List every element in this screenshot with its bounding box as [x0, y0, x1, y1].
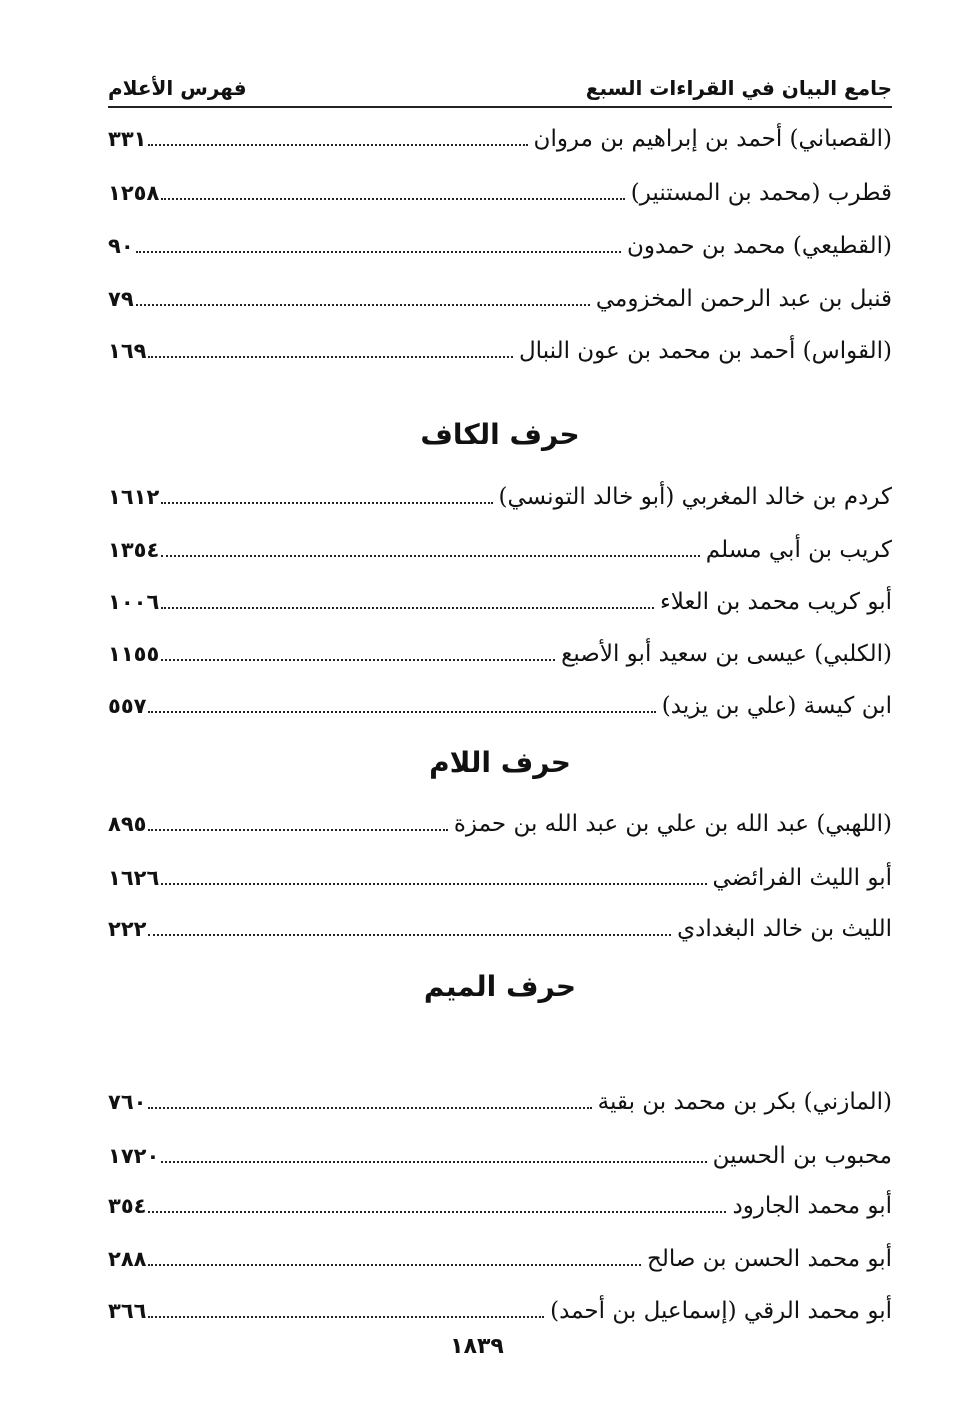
- leader-dots: [136, 304, 590, 306]
- entry-name: (القواس) أحمد بن محمد بن عون النبال: [518, 338, 892, 364]
- entry-page: ٩٠: [108, 234, 134, 258]
- entry-page: ١٦١٢: [108, 485, 160, 509]
- index-entry: [108, 1291, 892, 1331]
- leader-dots: [161, 607, 654, 609]
- leader-dots: [148, 1211, 726, 1213]
- index-entry: [108, 279, 892, 319]
- entry-page: ١٠٠٦: [108, 590, 160, 614]
- entry-name: أبو محمد الحسن بن صالح: [646, 1246, 892, 1272]
- entry-page: ٣٥٤: [108, 1194, 147, 1218]
- entry-name: قنبل بن عبد الرحمن المخزومي: [595, 286, 892, 312]
- index-entry: [108, 858, 892, 898]
- index-entry: [108, 530, 892, 570]
- book-title: جامع البيان في القراءات السبع: [585, 76, 892, 100]
- index-entry: [108, 173, 892, 213]
- entry-name: (اللهبي) عبد الله بن علي بن عبد الله بن حمزة: [453, 811, 892, 837]
- entry-name: كريب بن أبي مسلم: [705, 537, 892, 563]
- leader-dots: [161, 659, 555, 661]
- entry-page: ٨٩٥: [108, 812, 147, 836]
- entry-name: ابن كيسة (علي بن يزيد): [661, 693, 892, 719]
- entry-page: ٣٣١: [108, 127, 147, 151]
- entry-name: (المازني) بكر بن محمد بن بقية: [597, 1089, 892, 1115]
- entry-name: أبو كريب محمد بن العلاء: [659, 589, 892, 615]
- index-entry: [108, 119, 892, 159]
- leader-dots: [148, 1264, 641, 1266]
- page-number: ١٨٣٩: [450, 1334, 504, 1359]
- entry-name: أبو محمد الجارود: [732, 1193, 892, 1219]
- letter-heading: حرف الكاف: [420, 418, 580, 451]
- running-header: [108, 64, 892, 108]
- index-entry: [108, 1082, 892, 1122]
- entry-page: ٥٥٧: [108, 694, 147, 718]
- index-entry: [108, 582, 892, 622]
- index-entry: [108, 804, 892, 844]
- leader-dots: [161, 555, 700, 557]
- entry-name: محبوب بن الحسين: [712, 1143, 892, 1169]
- entry-name: كردم بن خالد المغربي (أبو خالد التونسي): [498, 484, 892, 510]
- index-entry: [108, 686, 892, 726]
- entry-page: ١٦٩: [108, 339, 147, 363]
- entry-name: (الكلبي) عيسى بن سعيد أبو الأصبع: [561, 641, 892, 667]
- entry-page: ١١٥٥: [108, 642, 160, 666]
- entry-page: ٧٩: [108, 287, 134, 311]
- entry-name: أبو محمد الرقي (إسماعيل بن أحمد): [550, 1298, 892, 1324]
- leader-dots: [148, 356, 513, 358]
- entry-page: ٢٨٨: [108, 1247, 147, 1271]
- index-entry: [108, 1239, 892, 1279]
- entry-name: (القطيعي) محمد بن حمدون: [626, 233, 892, 259]
- leader-dots: [161, 883, 706, 885]
- leader-dots: [148, 711, 655, 713]
- letter-heading: حرف اللام: [429, 746, 571, 779]
- index-entry: [108, 909, 892, 949]
- index-entry: [108, 634, 892, 674]
- leader-dots: [161, 198, 624, 200]
- leader-dots: [148, 1316, 544, 1318]
- entry-name: قطرب (محمد بن المستنير): [630, 180, 892, 206]
- entry-page: ١٢٥٨: [108, 181, 160, 205]
- entry-page: ٢٢٢: [108, 917, 147, 941]
- index-entry: [108, 331, 892, 371]
- index-entry: [108, 1136, 892, 1176]
- leader-dots: [161, 502, 492, 504]
- entry-page: ٧٦٠: [108, 1090, 147, 1114]
- index-entry: [108, 1186, 892, 1226]
- leader-dots: [148, 934, 671, 936]
- index-entry: [108, 226, 892, 266]
- leader-dots: [161, 1161, 706, 1163]
- entry-name: أبو الليث الفرائضي: [712, 865, 892, 891]
- leader-dots: [148, 144, 527, 146]
- index-entry: [108, 477, 892, 517]
- entry-name: الليث بن خالد البغدادي: [677, 916, 892, 942]
- entry-name: (القصباني) أحمد بن إبراهيم بن مروان: [533, 126, 892, 152]
- entry-page: ١٦٢٦: [108, 866, 160, 890]
- index-section-title: فهرس الأعلام: [108, 76, 247, 100]
- leader-dots: [136, 251, 621, 253]
- entry-page: ١٣٥٤: [108, 538, 160, 562]
- entry-page: ٣٦٦: [108, 1299, 147, 1323]
- entry-page: ١٧٢٠: [108, 1144, 160, 1168]
- leader-dots: [148, 1107, 591, 1109]
- letter-heading: حرف الميم: [423, 970, 577, 1003]
- leader-dots: [148, 829, 447, 831]
